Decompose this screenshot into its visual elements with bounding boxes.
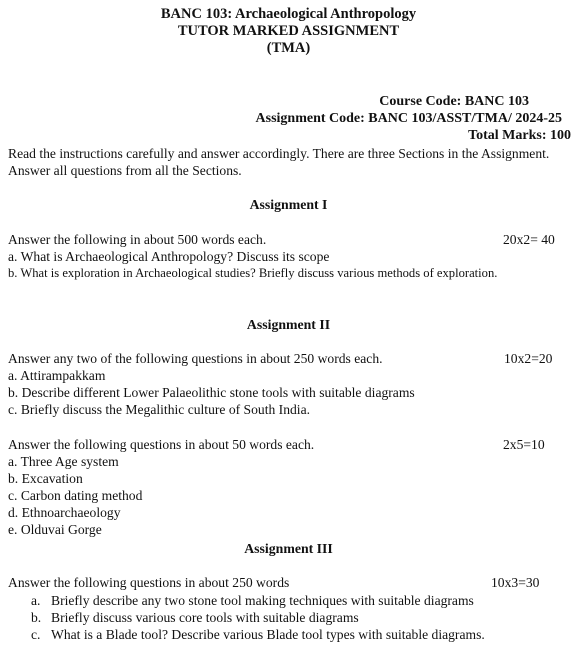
tma-label: (TMA) bbox=[266, 40, 311, 56]
section-2-part-2-prompt: Answer the following questions in about 50 words each. bbox=[8, 437, 315, 452]
question-item: a. Attirampakkam bbox=[8, 368, 106, 383]
section-title-2: Assignment II bbox=[246, 317, 331, 332]
section-1-marks: 20x2= 40 bbox=[503, 232, 555, 247]
section-3-prompt: Answer the following questions in about 250 words bbox=[8, 575, 290, 590]
section-1-prompt: Answer the following in about 500 words each. bbox=[8, 232, 267, 247]
question-item: c. Carbon dating method bbox=[8, 488, 143, 503]
question-item bbox=[31, 626, 485, 643]
section-2-part-2-marks: 2x5=10 bbox=[503, 437, 545, 452]
assignment-heading: TUTOR MARKED ASSIGNMENT bbox=[177, 23, 400, 39]
question-item: e. Olduvai Gorge bbox=[8, 522, 102, 537]
total-marks: Total Marks: 100 bbox=[468, 128, 571, 143]
course-code: Course Code: BANC 103 bbox=[379, 94, 529, 109]
question-item: d. Ethnoarchaeology bbox=[8, 505, 121, 520]
question-text: What is a Blade tool? Describe various Blade tool types with suitable diagrams. bbox=[51, 627, 485, 642]
question-item bbox=[31, 592, 474, 609]
section-3-marks: 10x3=30 bbox=[491, 575, 540, 590]
section-2-part-1-marks: 10x2=20 bbox=[504, 351, 553, 366]
section-2-part-1-prompt: Answer any two of the following questions in about 250 words each. bbox=[8, 351, 383, 366]
section-title-3: Assignment III bbox=[244, 541, 333, 556]
list-marker: c. bbox=[31, 627, 41, 642]
list-marker: b. bbox=[31, 610, 42, 625]
question-item: a. What is Archaeological Anthropology? Discuss its scope bbox=[8, 249, 330, 264]
question-text: Briefly describe any two stone tool making techniques with suitable diagrams bbox=[51, 593, 474, 608]
question-text: Briefly discuss various core tools with suitable diagrams bbox=[51, 610, 359, 625]
question-item: b. What is exploration in Archaeological studies? Briefly discuss various methods of exploration. bbox=[8, 266, 498, 280]
section-title-1: Assignment I bbox=[249, 197, 328, 212]
question-item bbox=[31, 609, 359, 626]
question-item: b. Excavation bbox=[8, 471, 83, 486]
list-marker: a. bbox=[31, 593, 41, 608]
course-title: BANC 103: Archaeological Anthropology bbox=[160, 6, 417, 22]
question-item: c. Briefly discuss the Megalithic culture of South India. bbox=[8, 402, 311, 417]
question-item: a. Three Age system bbox=[8, 454, 119, 469]
instructions-text: Read the instructions carefully and answer accordingly. There are three Sections in the Assignment. Answer all questions from all the Sections. bbox=[8, 146, 550, 178]
question-item: b. Describe different Lower Palaeolithic stone tools with suitable diagrams bbox=[8, 385, 415, 400]
assignment-code: Assignment Code: BANC 103/ASST/TMA/ 2024-25 bbox=[255, 111, 562, 126]
